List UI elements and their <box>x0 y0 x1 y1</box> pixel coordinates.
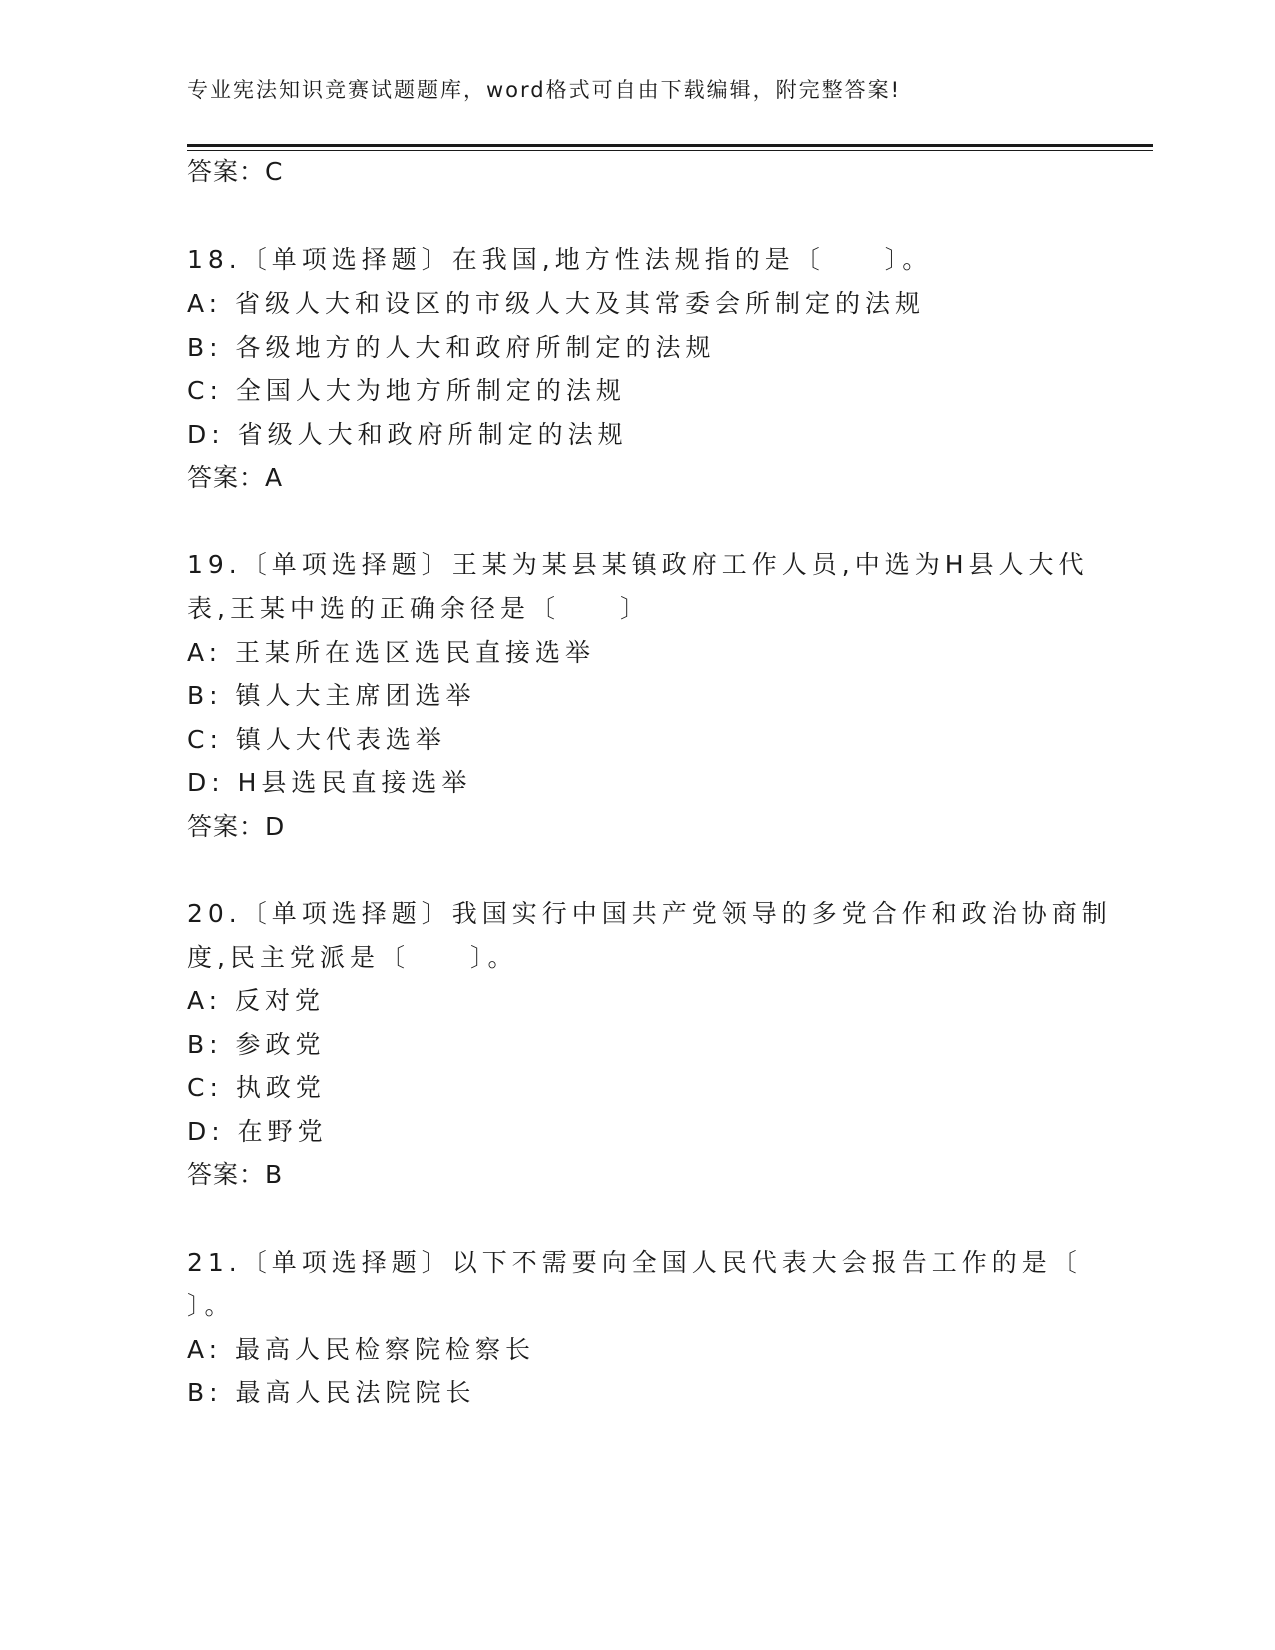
option-d: D: H县选民直接选举 <box>187 768 472 797</box>
answer-line: 答案：B <box>187 1160 284 1189</box>
option-c: C: 执政党 <box>187 1073 326 1102</box>
option-c: C: 全国人大为地方所制定的法规 <box>187 376 626 405</box>
question-stem-continued: 〕。 <box>187 1291 235 1320</box>
option-b: B: 各级地方的人大和政府所制定的法规 <box>187 333 716 362</box>
question-stem: 18.〔单项选择题〕在我国,地方性法规指的是〔 〕。 <box>187 245 933 274</box>
answer-line: 答案：A <box>187 463 284 492</box>
header-divider <box>187 144 1153 147</box>
option-a: A: 反对党 <box>187 986 326 1015</box>
answer-line: 答案：C <box>187 157 284 186</box>
page-header-text: 专业宪法知识竞赛试题题库，word格式可自由下载编辑，附完整答案! <box>187 78 902 102</box>
question-stem: 19.〔单项选择题〕王某为某县某镇政府工作人员,中选为H县人大代 <box>187 550 1089 579</box>
option-b: B: 镇人大主席团选举 <box>187 681 476 710</box>
header-divider-thin <box>187 150 1153 151</box>
question-stem: 21.〔单项选择题〕以下不需要向全国人民代表大会报告工作的是〔 <box>187 1248 1082 1277</box>
option-b: B: 参政党 <box>187 1030 326 1059</box>
option-b: B: 最高人民法院院长 <box>187 1378 476 1407</box>
question-stem-continued: 表,王某中选的正确余径是〔 〕 <box>187 594 650 623</box>
option-d: D: 在野党 <box>187 1117 328 1146</box>
option-a: A: 省级人大和设区的市级人大及其常委会所制定的法规 <box>187 289 926 318</box>
option-c: C: 镇人大代表选举 <box>187 725 446 754</box>
option-a: A: 王某所在选区选民直接选举 <box>187 638 596 667</box>
option-d: D: 省级人大和政府所制定的法规 <box>187 420 628 449</box>
answer-line: 答案：D <box>187 812 286 841</box>
question-stem-continued: 度,民主党派是〔 〕。 <box>187 943 518 972</box>
option-a: A: 最高人民检察院检察长 <box>187 1335 536 1364</box>
question-stem: 20.〔单项选择题〕我国实行中国共产党领导的多党合作和政治协商制 <box>187 899 1112 928</box>
